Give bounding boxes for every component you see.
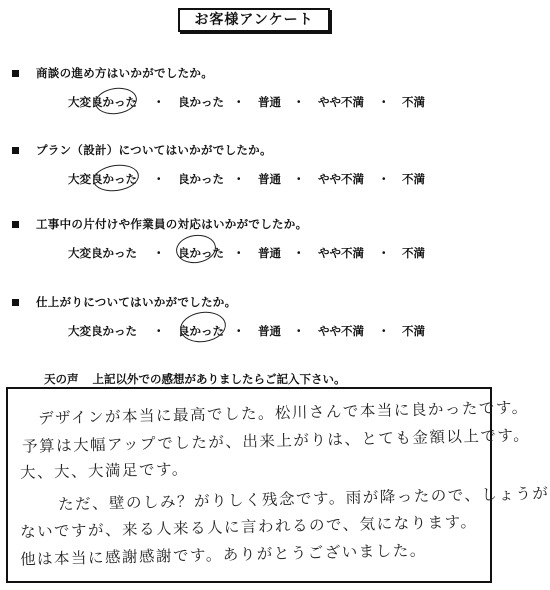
question-text: プラン（設計）についてはいかがでしたか。	[36, 143, 272, 157]
separator: ・	[233, 95, 245, 109]
bullet-icon	[12, 221, 19, 228]
bullet-icon	[12, 299, 19, 306]
option-dissatisfied[interactable]: 不満	[402, 246, 425, 260]
comment-line: 予算は大幅アップでしたが、出来上がりは、とても金額以上です。	[21, 426, 531, 456]
option-average[interactable]: 普通	[258, 246, 281, 260]
separator: ・	[293, 95, 305, 109]
separator: ・	[153, 246, 165, 260]
question-4	[0, 297, 500, 357]
bullet-icon	[12, 147, 19, 154]
question-text: 商談の進め方はいかがでしたか。	[36, 66, 213, 80]
option-somewhat-dissatisfied[interactable]: やや不満	[318, 172, 364, 186]
option-good[interactable]: 良かった	[178, 95, 224, 109]
bullet-icon	[12, 70, 19, 77]
option-very-good[interactable]: 大変良かった	[68, 324, 137, 338]
option-somewhat-dissatisfied[interactable]: やや不満	[318, 324, 364, 338]
option-average[interactable]: 普通	[258, 324, 281, 338]
question-2	[0, 145, 500, 205]
option-good[interactable]: 良かった	[178, 324, 224, 338]
separator: ・	[293, 324, 305, 338]
question-text: 仕上がりについてはいかがでしたか。	[36, 295, 237, 309]
option-average[interactable]: 普通	[258, 95, 281, 109]
option-average[interactable]: 普通	[258, 172, 281, 186]
question-3	[0, 219, 500, 279]
comment-prompt: 上記以外での感想がありましたらご記入下さい。	[92, 372, 346, 386]
separator: ・	[378, 172, 390, 186]
comment-label	[44, 371, 346, 387]
option-very-good[interactable]: 大変良かった	[68, 246, 137, 260]
separator: ・	[378, 324, 390, 338]
comment-line: ただ、壁のしみ？がりしく残念です。雨が降ったので、しょうが	[57, 484, 550, 514]
option-very-good[interactable]: 大変良かった	[68, 95, 137, 109]
selection-circle	[91, 162, 140, 194]
option-somewhat-dissatisfied[interactable]: やや不満	[318, 246, 364, 260]
option-very-good[interactable]: 大変良かった	[68, 172, 137, 186]
comment-line: 大、大、大満足です。	[19, 460, 189, 482]
selection-circle	[93, 85, 138, 117]
comment-line: 他は本当に感謝感謝です。ありがとうございました。	[19, 541, 427, 569]
separator: ・	[378, 95, 390, 109]
selection-circle	[178, 309, 228, 345]
question-text: 工事中の片付けや作業員の対応はいかがでしたか。	[36, 217, 308, 231]
comment-heading: 天の声	[44, 372, 79, 386]
separator: ・	[233, 172, 245, 186]
separator: ・	[153, 324, 165, 338]
option-dissatisfied[interactable]: 不満	[402, 172, 425, 186]
separator: ・	[233, 246, 245, 260]
survey-title: お客様アンケート	[178, 8, 330, 32]
separator: ・	[233, 324, 245, 338]
option-good[interactable]: 良かった	[178, 172, 224, 186]
option-dissatisfied[interactable]: 不満	[402, 324, 425, 338]
comment-line: ないですが、来る人来る人に言われるので、気になります。	[19, 512, 478, 542]
separator: ・	[293, 246, 305, 260]
option-good[interactable]: 良かった	[178, 246, 224, 260]
comment-line: デザインが本当に最高でした。松川さんで本当に良かったです。	[37, 398, 529, 428]
separator: ・	[378, 246, 390, 260]
separator: ・	[153, 172, 165, 186]
question-1	[0, 68, 500, 128]
comment-box[interactable]	[6, 387, 550, 583]
option-somewhat-dissatisfied[interactable]: やや不満	[318, 95, 364, 109]
separator: ・	[153, 95, 165, 109]
separator: ・	[293, 172, 305, 186]
option-dissatisfied[interactable]: 不満	[402, 95, 425, 109]
